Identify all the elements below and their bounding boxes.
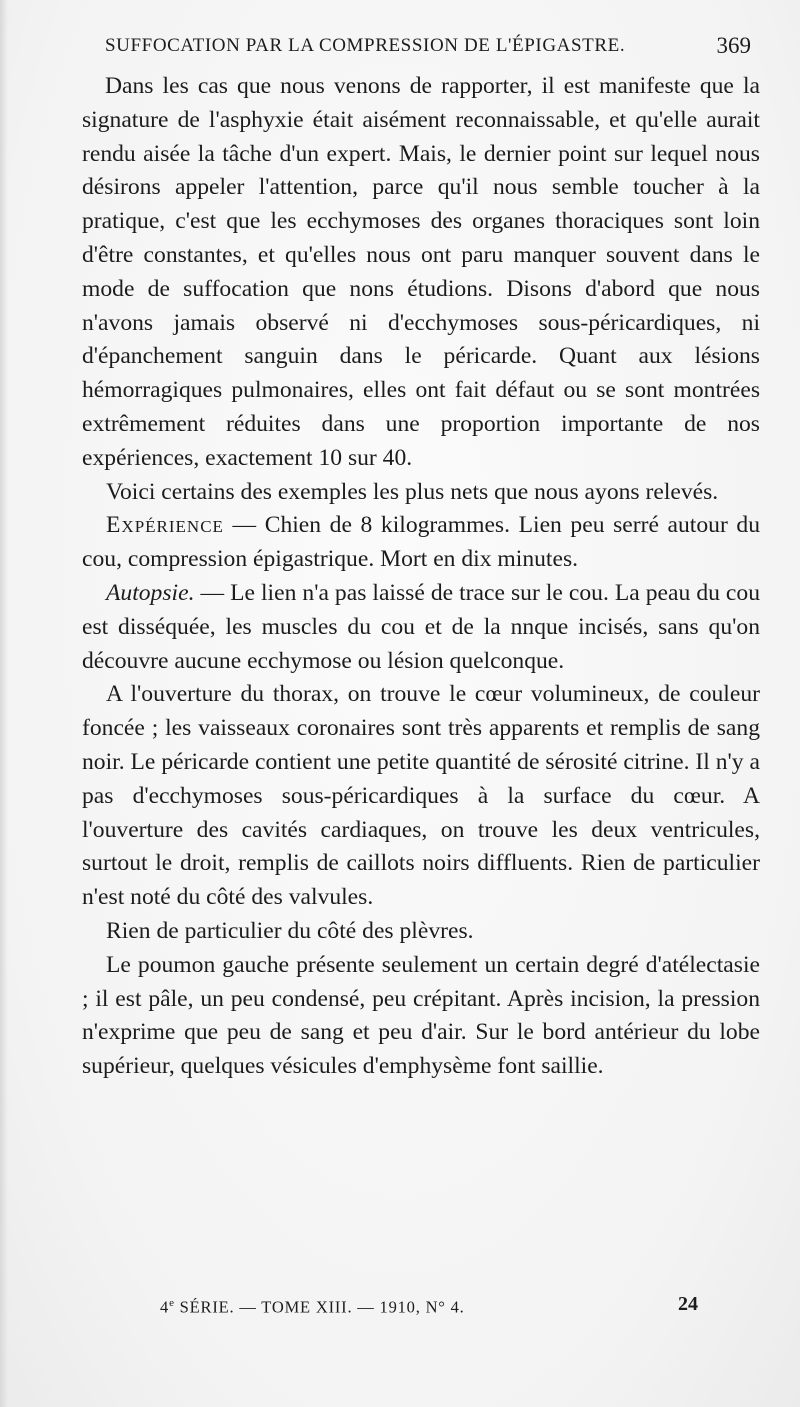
paragraph-left-lung: Le poumon gauche présente seulement un certain degré d'atélectasie ; il est pâle, un peu condensé, peu crépitant. Après incision, la pression n'exprime que peu de sang et peu d'air. Sur le bord antérieur du lobe supérieur, quelques vésicules d'emphysème font saillie. [82,951,760,1080]
page-footer [160,1293,698,1323]
experiment-label: Expérience [106,512,224,539]
autopsy-label: Autopsie. [106,579,195,606]
paragraph-pleura: Rien de particulier du côté des plèvres. [106,917,474,944]
series-text: SÉRIE. — TOME XIII. — 1910, N° 4. [174,1297,465,1317]
paragraph-experiment [82,509,760,577]
page-number: 369 [716,33,751,58]
page-header [105,33,755,63]
body-text [82,70,760,1084]
series-number: 4 [160,1297,170,1317]
paragraph-thorax: A l'ouverture du thorax, on trouve le cœur volumineux, de couleur foncée ; les vaisseaux coronaires sont très apparents et remplis de sang noir. Le péricarde contient une petite quantité de sérosité citrine. Il n'y a pas d'ecchymoses sous-péricardiques à la surface du cœur. A l'ouverture des cavités cardiaques, on trouve les deux ventricules, surtout le droit, remplis de caillots noirs diffluents. Rien de particulier n'est noté du côté des valvules. [82,681,760,911]
running-title: SUFFOCATION PAR LA COMPRESSION DE L'ÉPIGASTRE. [105,35,626,56]
paragraph-autopsy [82,577,760,678]
signature-mark: 24 [678,1293,698,1315]
page-edge-shadow [0,0,8,1407]
experiment-text: — Chien de 8 kilogrammes. Lien peu serré autour du cou, compression épigastrique. Mort en dix minutes. [82,512,760,573]
printer-signature [160,1297,465,1318]
paragraph-examples-intro: Voici certains des exemples les plus nets que nous ayons relevés. [106,478,719,505]
autopsy-text: — Le lien n'a pas laissé de trace sur le cou. La peau du cou est disséquée, les muscles du cou et de la nnque incisés, sans qu'on découvre aucune ecchymose ou lésion quelconque. [82,579,760,674]
paragraph-asphyxia-signs: Dans les cas que nous venons de rapporter, il est manifeste que la signature de l'asphyxie était aisément reconnaissable, et qu'elle aurait rendu aisée la tâche d'un expert. Mais, le dernier point sur lequel nous désirons appeler l'attention, parce qu'il nous semble toucher à la pratique, c'est que les ecchymoses des organes thoraciques sont loin d'être constantes, et qu'elles nous ont paru manquer souvent dans le mode de suffocation que nons étudions. Disons d'abord que nous n'avons jamais observé ni d'ecchymoses sous-péricardiques, ni d'épanchement sanguin dans le péricarde. Quant aux lésions hémorragiques pulmonaires, elles ont fait défaut ou se sont montrées extrêmement réduites dans une proportion importante de nos expériences, exactement 10 sur 40. [82,73,760,471]
series-suffix: e [169,1297,175,1309]
